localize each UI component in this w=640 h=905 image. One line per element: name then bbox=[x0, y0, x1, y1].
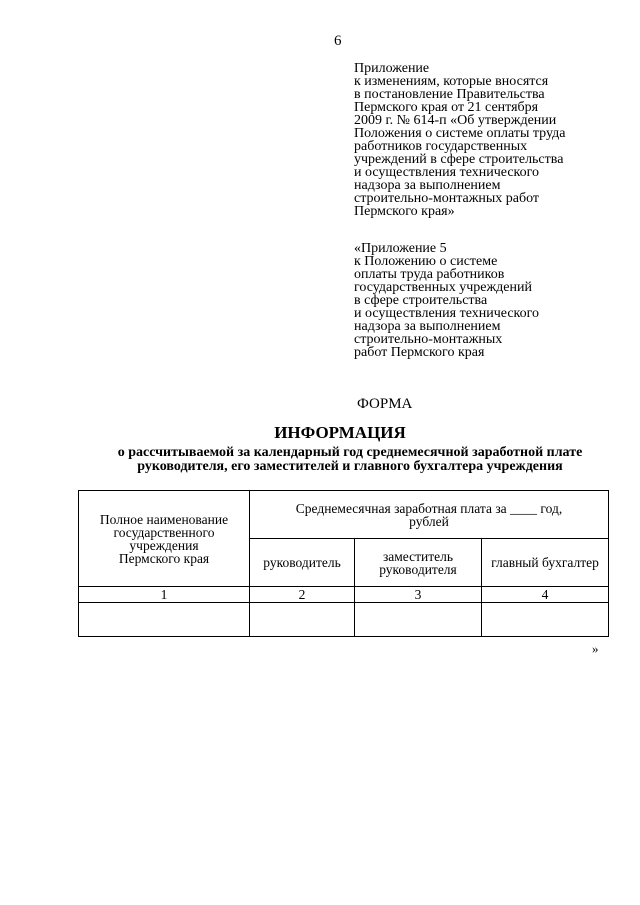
empty-cell[interactable] bbox=[482, 603, 609, 637]
appendix-line: работников государственных bbox=[354, 139, 528, 154]
subtitle-line: о рассчитываемой за календарный год среднемесячной заработной плате bbox=[117, 445, 583, 460]
appendix-5-line: в сфере строительства bbox=[354, 293, 488, 308]
appendix-line: и осуществления технического bbox=[354, 165, 540, 180]
appendix-5-line: работ Пермского края bbox=[354, 345, 485, 360]
appendix-line: Пермского края» bbox=[354, 204, 455, 219]
column-number: 4 bbox=[482, 587, 609, 603]
column-number: 3 bbox=[355, 587, 482, 603]
appendix-5-line: надзора за выполнением bbox=[354, 319, 501, 334]
appendix-line: строительно-монтажных работ bbox=[354, 191, 540, 206]
institution-name-header: Полное наименование государственного учреждения Пермского края bbox=[79, 491, 250, 587]
appendix-line: в постановление Правительства bbox=[354, 87, 545, 102]
subtitle-line: руководителя, его заместителей и главного бухгалтера учреждения bbox=[137, 459, 563, 474]
appendix-5-header bbox=[354, 242, 604, 359]
deputy-header: заместитель руководителя bbox=[355, 539, 482, 587]
appendix-5-line: государственных учреждений bbox=[354, 280, 532, 295]
appendix-line: учреждений в сфере строительства bbox=[354, 152, 564, 167]
empty-cell[interactable] bbox=[250, 603, 355, 637]
page-number: 6 bbox=[334, 33, 342, 49]
head-header: руководитель bbox=[250, 539, 355, 587]
appendix-line: Приложение bbox=[354, 61, 430, 76]
appendix-header bbox=[354, 62, 604, 218]
appendix-line: 2009 г. № 614-п «Об утверждении bbox=[354, 113, 557, 128]
empty-cell[interactable] bbox=[355, 603, 482, 637]
document-title: ИНФОРМАЦИЯ bbox=[274, 423, 406, 442]
appendix-line: Пермского края от 21 сентября bbox=[354, 100, 539, 115]
appendix-line: Положения о системе оплаты труда bbox=[354, 126, 566, 141]
appendix-5-line: «Приложение 5 bbox=[354, 241, 447, 256]
empty-cell[interactable] bbox=[79, 603, 250, 637]
appendix-5-line: к Положению о системе bbox=[354, 254, 498, 269]
salary-info-table bbox=[78, 490, 609, 637]
appendix-5-line: строительно-монтажных bbox=[354, 332, 503, 347]
appendix-line: надзора за выполнением bbox=[354, 178, 501, 193]
form-label: ФОРМА bbox=[357, 396, 413, 412]
avg-salary-group-header: Среднемесячная заработная плата за ____ год, рублей bbox=[250, 491, 609, 539]
appendix-line: к изменениям, которые вносятся bbox=[354, 74, 549, 89]
closing-quote: » bbox=[592, 641, 599, 656]
column-number: 1 bbox=[79, 587, 250, 603]
appendix-5-line: оплаты труда работников bbox=[354, 267, 505, 282]
appendix-5-line: и осуществления технического bbox=[354, 306, 540, 321]
document-subtitle bbox=[80, 446, 620, 474]
chief-accountant-header: главный бухгалтер bbox=[482, 539, 609, 587]
column-number: 2 bbox=[250, 587, 355, 603]
